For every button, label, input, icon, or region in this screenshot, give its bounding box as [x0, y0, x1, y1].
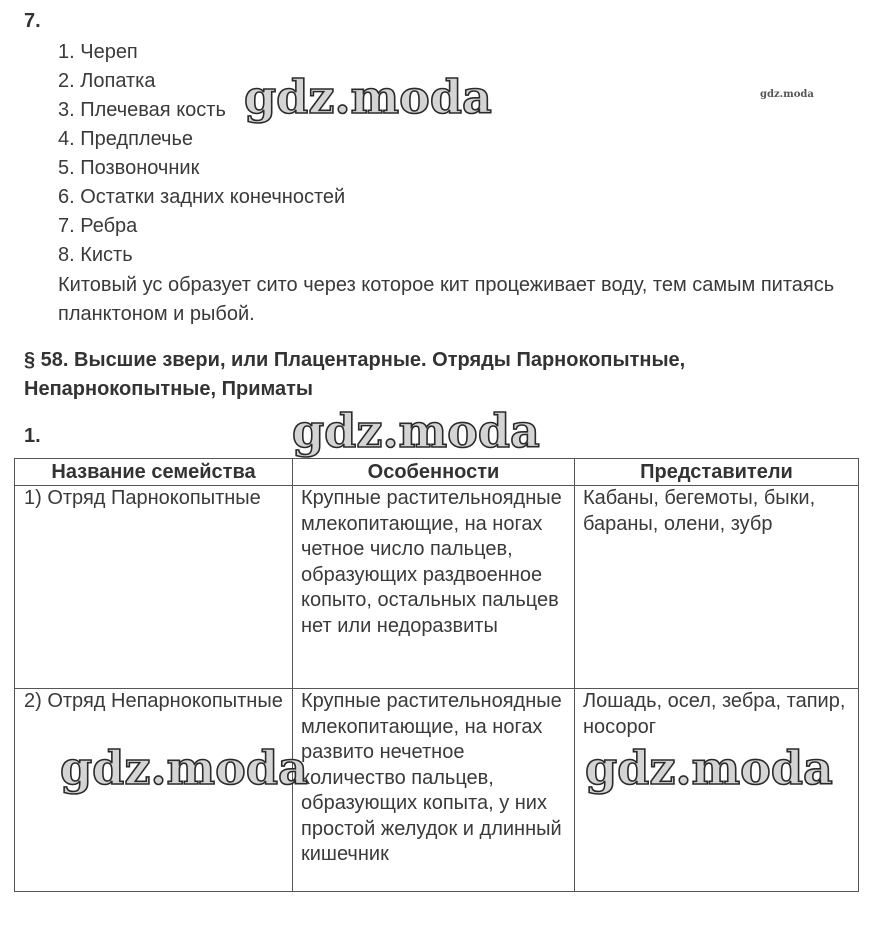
features-cell: Крупные растительноядные млекопитающие, на ногах развито нечетное количество пальцев, образующих копыта, у них простой желудок и длинный кишечник	[293, 689, 575, 892]
column-header-name: Название семейства	[15, 459, 293, 486]
task7-paragraph: Китовый ус образует сито через которое кит процеживает воду, тем самым питаясь планктоном и рыбой.	[58, 274, 835, 325]
watermark: gdz.moda	[292, 404, 540, 458]
families-table	[14, 458, 859, 892]
watermark: gdz.moda	[585, 741, 833, 795]
watermark-small: gdz.moda	[760, 89, 814, 100]
examples-cell: Кабаны, бегемоты, быки, бараны, олени, зубр	[575, 486, 859, 689]
list-item: 7. Ребра	[58, 215, 138, 237]
family-name-cell: 1) Отряд Парнокопытные	[15, 486, 293, 689]
watermark: gdz.moda	[244, 70, 492, 124]
watermark: gdz.moda	[60, 741, 308, 795]
list-item: 1. Череп	[58, 41, 138, 63]
table-row	[15, 486, 859, 689]
examples-cell: Лошадь, осел, зебра, тапир, носорог	[575, 689, 859, 892]
features-cell: Крупные растительноядные млекопитающие, на ногах четное число пальцев, образующих раздвоенное копыто, остальных пальцев нет или недоразвиты	[293, 486, 575, 689]
column-header-features: Особенности	[293, 459, 575, 486]
section-heading: § 58. Высшие звери, или Плацентарные. Отряды Парнокопытные, Непарнокопытные, Приматы	[24, 349, 686, 400]
list-item: 2. Лопатка	[58, 70, 156, 92]
list-item: 6. Остатки задних конечностей	[58, 186, 346, 208]
task7-number: 7.	[24, 10, 41, 32]
list-item: 8. Кисть	[58, 244, 133, 266]
family-name-cell: 2) Отряд Непарнокопытные	[15, 689, 293, 892]
task1-number: 1.	[24, 425, 41, 447]
list-item: 4. Предплечье	[58, 128, 194, 150]
list-item: 3. Плечевая кость	[58, 99, 226, 121]
column-header-examples: Представители	[575, 459, 859, 486]
list-item: 5. Позвоночник	[58, 157, 200, 179]
table-header-row	[15, 459, 859, 486]
